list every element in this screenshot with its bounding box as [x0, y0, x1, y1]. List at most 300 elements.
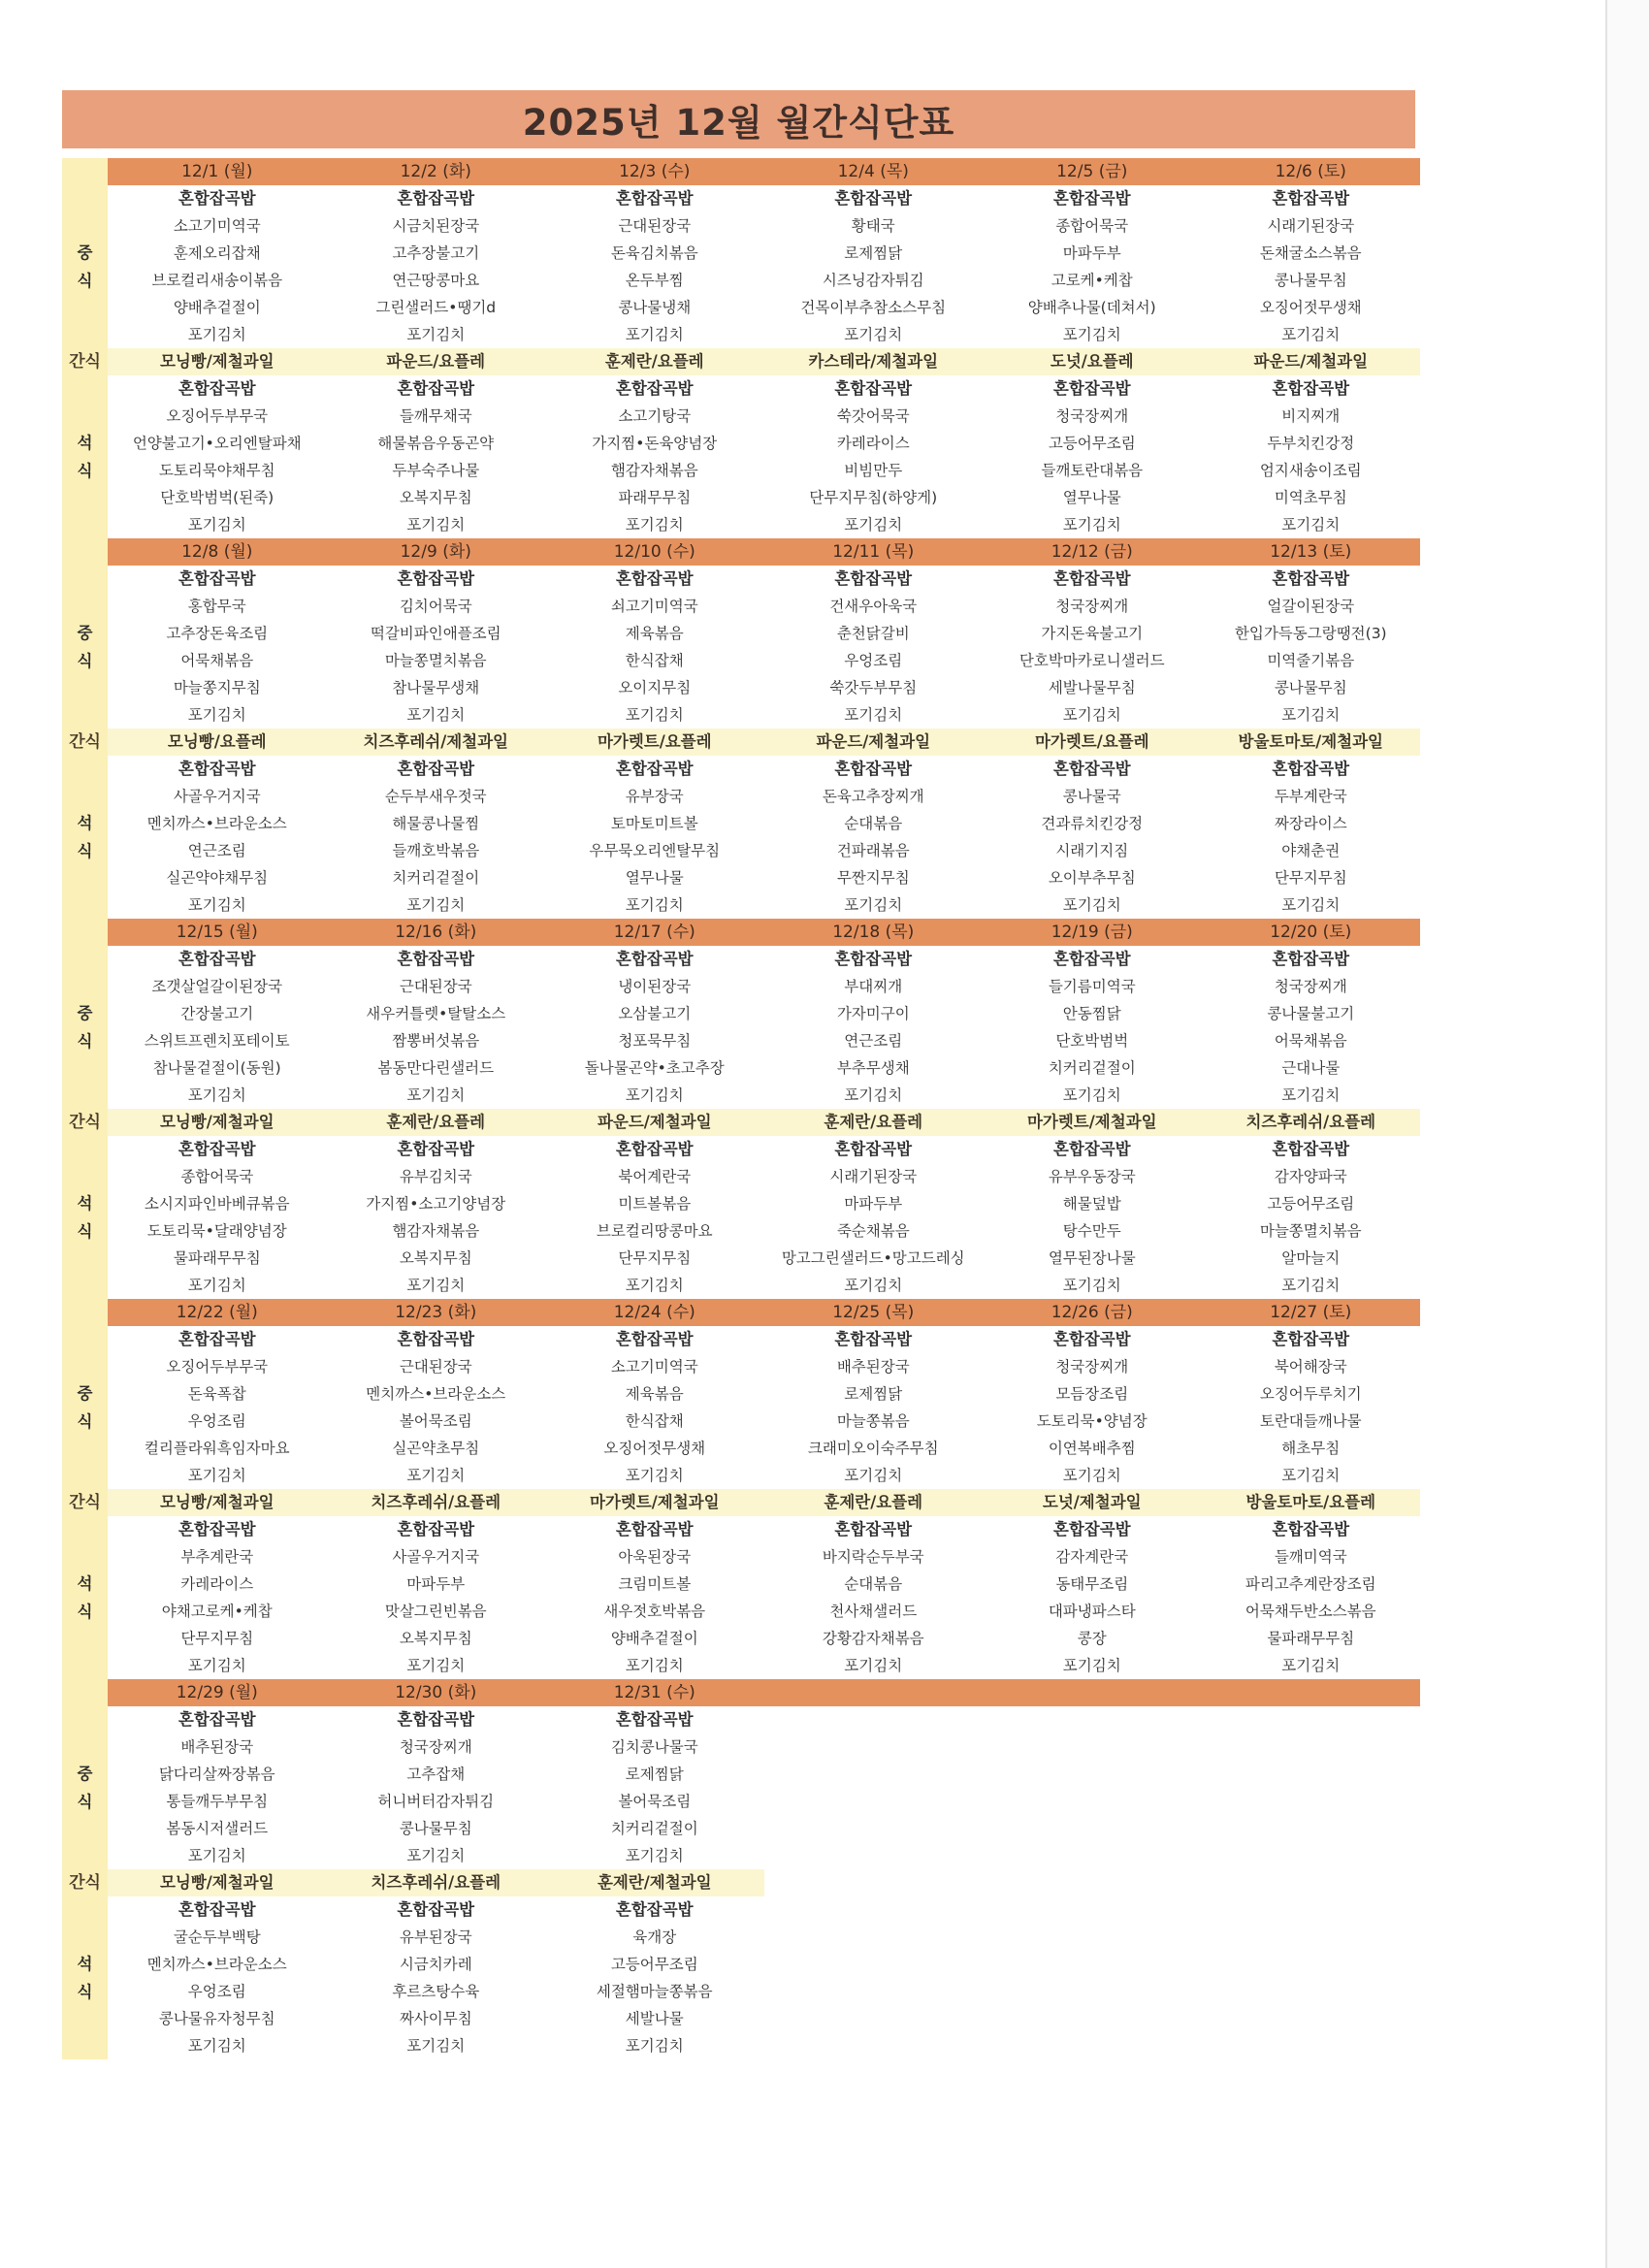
lunch-item: 부대찌개: [844, 978, 903, 995]
dinner-item: 동태무조림: [1055, 1575, 1129, 1593]
date-header: [1202, 1679, 1421, 1706]
lunch-item: 냉이된장국: [618, 978, 692, 995]
dinner-item: 포기김치: [1281, 1657, 1341, 1674]
lunch-item: 포기김치: [625, 326, 684, 343]
dinner-item: 건파래볶음: [836, 842, 910, 859]
dinner-item: 열무된장나물: [1048, 1249, 1136, 1267]
dinner-item: 혼합잡곡밥: [834, 760, 913, 778]
dinner-item: 굴순두부백탕: [173, 1928, 261, 1946]
dinner-item: 포기김치: [625, 1657, 684, 1674]
dinner-item: 포기김치: [406, 516, 466, 534]
dinner-item: 열무나물: [1062, 489, 1121, 506]
dinner-item: 탕수만두: [1062, 1222, 1121, 1240]
lunch-item: 황태국: [851, 217, 895, 235]
dinner-item: 우무묵오리엔탈무침: [589, 842, 721, 859]
dinner-row: [62, 1571, 1420, 1598]
lunch-item: 포기김치: [844, 326, 903, 343]
dinner-item: 마파두부: [406, 1575, 466, 1593]
dinner-row: [62, 756, 1420, 783]
lunch-row: [62, 1788, 1420, 1815]
dinner-item: 도토리묵야채무침: [158, 462, 275, 479]
dinner-item: 유부된장국: [399, 1928, 472, 1946]
lunch-item: 간장불고기: [180, 1005, 254, 1022]
lunch-item: 치커리겉절이: [610, 1820, 698, 1837]
lunch-item: 쑥갓두부무침: [829, 679, 918, 697]
snack-item: 파운드/요플레: [327, 348, 546, 375]
label-spacer: [62, 538, 108, 566]
dinner-item: 혼합잡곡밥: [397, 379, 475, 398]
lunch-item: 오징어두부무국: [166, 1358, 269, 1376]
dinner-row: [62, 1951, 1420, 1978]
dinner-item: 가지찜•소고기양념장: [366, 1195, 506, 1213]
lunch-item: 배추된장국: [180, 1738, 254, 1756]
lunch-item: 가자미구이: [836, 1005, 910, 1022]
dinner-item: 두부치킨강정: [1267, 435, 1355, 452]
snack-item: 모닝빵/요플레: [108, 729, 327, 756]
dinner-label-text: 석 식: [77, 814, 93, 860]
snack-row: [62, 1869, 1420, 1896]
lunch-item: 세발나물무침: [1048, 679, 1136, 697]
lunch-row: [62, 267, 1420, 294]
dinner-item: 순대볶음: [844, 1575, 903, 1593]
lunch-item: 실곤약초무침: [392, 1440, 480, 1457]
date-header: 12/20 (토): [1202, 919, 1421, 946]
dinner-item: 포기김치: [844, 1657, 903, 1674]
lunch-item: 조갯살얼갈이된장국: [151, 978, 283, 995]
date-header: 12/17 (수): [545, 919, 764, 946]
lunch-item: 치커리겉절이: [1048, 1059, 1136, 1077]
dinner-item: 세절햄마늘쫑볶음: [596, 1983, 713, 2000]
snack-row: [62, 348, 1420, 375]
snack-item: [764, 1869, 984, 1896]
dinner-item: 두부숙주나물: [392, 462, 480, 479]
lunch-item: 콩나물무침: [1274, 272, 1347, 289]
dinner-item: 단무지무침: [180, 1630, 254, 1647]
dinner-item: 혼합잡곡밥: [178, 379, 256, 398]
lunch-item: 혼합잡곡밥: [615, 950, 694, 968]
date-header: 12/15 (월): [108, 919, 327, 946]
dinner-item: 순두부새우젓국: [384, 788, 487, 805]
lunch-item: 오삼불고기: [618, 1005, 692, 1022]
lunch-item: 포기김치: [187, 706, 246, 724]
lunch-item: 김치콩나물국: [610, 1738, 698, 1756]
lunch-row: [62, 1326, 1420, 1353]
dinner-row: [62, 457, 1420, 484]
lunch-item: 통들깨두부무침: [166, 1793, 269, 1810]
label-spacer: [62, 158, 108, 185]
dinner-item: 죽순채볶음: [836, 1222, 910, 1240]
date-header: 12/3 (수): [545, 158, 764, 185]
lunch-item: 고추장불고기: [392, 244, 480, 262]
lunch-row: [62, 321, 1420, 348]
dinner-row: [62, 1136, 1420, 1163]
dinner-item: 혼합잡곡밥: [397, 1140, 475, 1158]
lunch-item: 청국장찌개: [399, 1738, 472, 1756]
date-header: 12/31 (수): [545, 1679, 764, 1706]
dinner-item: 고등어무조림: [610, 1956, 698, 1973]
dinner-item: 단무지무침(하양게): [809, 489, 938, 506]
dinner-item: 들깨미역국: [1274, 1548, 1347, 1566]
dinner-label-text: 석 식: [77, 1194, 93, 1241]
dinner-item: 브로컬리땅콩마요: [596, 1222, 713, 1240]
lunch-item: [764, 1815, 984, 1842]
lunch-item: 볼어묵조림: [618, 1793, 692, 1810]
dinner-label: [62, 375, 108, 538]
lunch-item: 근대된장국: [399, 978, 472, 995]
dinner-row: [62, 1217, 1420, 1245]
dinner-item: [764, 1978, 984, 2005]
lunch-item: [764, 1842, 984, 1869]
lunch-item: 어묵채볶음: [1274, 1032, 1347, 1050]
lunch-item: 우엉조림: [844, 652, 903, 669]
dinner-row: [62, 1978, 1420, 2005]
lunch-label: [62, 566, 108, 729]
dinner-item: 대파냉파스타: [1048, 1603, 1136, 1620]
snack-row: [62, 1489, 1420, 1516]
lunch-label-text: 중 식: [77, 1384, 93, 1431]
dinner-item: 짜사이무침: [399, 2010, 472, 2027]
lunch-item: 토란대들깨나물: [1259, 1412, 1362, 1430]
lunch-label: [62, 1706, 108, 1869]
snack-item: 훈제란/요플레: [764, 1109, 984, 1136]
lunch-item: 청국장찌개: [1055, 598, 1129, 615]
dinner-item: 포기김치: [1281, 1277, 1341, 1294]
dinner-item: 혼합잡곡밥: [178, 760, 256, 778]
dinner-item: 포기김치: [406, 2037, 466, 2055]
dinner-item: 육개장: [632, 1928, 677, 1946]
dinner-item: 콩나물유자청무침: [158, 2010, 275, 2027]
lunch-item: [764, 1733, 984, 1761]
date-header: 12/19 (금): [983, 919, 1202, 946]
lunch-row: [62, 701, 1420, 729]
dinner-item: 포기김치: [844, 896, 903, 914]
lunch-item: 훈제오리잡채: [173, 244, 261, 262]
lunch-item: 짬뽕버섯볶음: [392, 1032, 480, 1050]
lunch-row: [62, 1462, 1420, 1489]
dinner-item: [1202, 1978, 1421, 2005]
lunch-item: 포기김치: [844, 1467, 903, 1484]
lunch-item: 들기름미역국: [1048, 978, 1136, 995]
dinner-row: [62, 375, 1420, 403]
dinner-item: 혼합잡곡밥: [615, 1900, 694, 1919]
lunch-item: 브로컬리새송이볶음: [151, 272, 283, 289]
dinner-item: 혼합잡곡밥: [1052, 760, 1131, 778]
dinner-item: 새우젓호박볶음: [603, 1603, 706, 1620]
title-banner: [62, 90, 1415, 148]
lunch-item: 콩나물무침: [399, 1820, 472, 1837]
dinner-item: 파리고추계란장조림: [1245, 1575, 1376, 1593]
dinner-item: 파래무무침: [618, 489, 692, 506]
dinner-item: [1202, 2032, 1421, 2059]
dinner-item: 쑥갓어묵국: [836, 407, 910, 425]
dinner-item: 혼합잡곡밥: [1272, 1520, 1350, 1539]
lunch-row: [62, 240, 1420, 267]
dinner-item: 포기김치: [187, 2037, 246, 2055]
snack-item: 마가렛트/요플레: [545, 729, 764, 756]
date-header: 12/5 (금): [983, 158, 1202, 185]
lunch-item: 배추된장국: [836, 1358, 910, 1376]
date-header: 12/29 (월): [108, 1679, 327, 1706]
lunch-item: 혼합잡곡밥: [1052, 950, 1131, 968]
dinner-item: 포기김치: [406, 1277, 466, 1294]
menu-table: [62, 158, 1420, 2059]
dinner-label-text: 석 식: [77, 1955, 93, 2001]
dinner-label: [62, 1136, 108, 1299]
lunch-item: 떡갈비파인애플조림: [370, 625, 501, 642]
dinner-row: [62, 1924, 1420, 1951]
dinner-item: [764, 2005, 984, 2032]
lunch-item: 스위트프렌치포테이토: [144, 1032, 290, 1050]
snack-item: [983, 1869, 1202, 1896]
lunch-item: 부추무생채: [836, 1059, 910, 1077]
lunch-item: 허니버터감자튀김: [377, 1793, 495, 1810]
lunch-item: 혼합잡곡밥: [834, 950, 913, 968]
lunch-item: 포기김치: [187, 1086, 246, 1104]
dinner-row: [62, 511, 1420, 538]
dinner-item: 해물콩나물찜: [392, 815, 480, 832]
dinner-row: [62, 864, 1420, 891]
dinner-item: 후르츠탕수육: [392, 1983, 480, 2000]
dinner-item: 천사채샐러드: [829, 1603, 918, 1620]
dinner-item: 포기김치: [1062, 516, 1121, 534]
dinner-item: [1202, 1951, 1421, 1978]
dinner-row: [62, 1543, 1420, 1571]
lunch-row: [62, 593, 1420, 620]
snack-item: 모닝빵/제철과일: [108, 1489, 327, 1516]
lunch-row: [62, 1000, 1420, 1027]
lunch-item: [764, 1788, 984, 1815]
lunch-row: [62, 1842, 1420, 1869]
dinner-item: 포기김치: [844, 1277, 903, 1294]
lunch-item: 혼합잡곡밥: [1052, 1330, 1131, 1348]
dinner-item: 혼합잡곡밥: [834, 379, 913, 398]
lunch-item: 로제찜닭: [844, 1385, 903, 1403]
lunch-row: [62, 1706, 1420, 1733]
dinner-item: 혼합잡곡밥: [1052, 1140, 1131, 1158]
lunch-item: 홍합무국: [187, 598, 246, 615]
dinner-item: 두부계란국: [1274, 788, 1347, 805]
dinner-item: 시래기된장국: [829, 1168, 918, 1185]
lunch-item: 혼합잡곡밥: [1272, 189, 1350, 208]
date-header: 12/23 (화): [327, 1299, 546, 1326]
lunch-label: [62, 946, 108, 1109]
lunch-item: 혼합잡곡밥: [1272, 569, 1350, 588]
lunch-item: 한입가득동그랑땡전(3): [1234, 625, 1387, 642]
snack-item: [1202, 1869, 1421, 1896]
lunch-row: [62, 1054, 1420, 1082]
dinner-item: 양배추겉절이: [610, 1630, 698, 1647]
snack-item: 훈제란/요플레: [327, 1109, 546, 1136]
dinner-item: [764, 2032, 984, 2059]
lunch-item: 미역줄기볶음: [1267, 652, 1355, 669]
dinner-item: 강황감자채볶음: [822, 1630, 924, 1647]
snack-item: 훈제란/요플레: [764, 1489, 984, 1516]
lunch-item: 시래기된장국: [1267, 217, 1355, 235]
lunch-item: [1202, 1733, 1421, 1761]
dinner-item: 혼합잡곡밥: [1052, 1520, 1131, 1539]
dinner-item: 맛살그린빈볶음: [384, 1603, 487, 1620]
snack-item: 치즈후레쉬/요플레: [327, 1869, 546, 1896]
dinner-item: 포기김치: [1281, 896, 1341, 914]
snack-item: 훈제란/제철과일: [545, 1869, 764, 1896]
lunch-item: 콩나물불고기: [1267, 1005, 1355, 1022]
snack-item: 파운드/제철과일: [764, 729, 984, 756]
dinner-item: 사골우거지국: [173, 788, 261, 805]
dinner-row: [62, 2032, 1420, 2059]
dinner-item: [1202, 1896, 1421, 1924]
lunch-item: 우엉조림: [187, 1412, 246, 1430]
lunch-item: 혼합잡곡밥: [178, 1330, 256, 1348]
dinner-item: [983, 2032, 1202, 2059]
lunch-item: 오징어두루치기: [1259, 1385, 1362, 1403]
lunch-item: [764, 1706, 984, 1733]
lunch-row: [62, 185, 1420, 212]
dinner-item: 비지찌개: [1281, 407, 1341, 425]
lunch-row: [62, 1761, 1420, 1788]
dinner-item: 어묵채두반소스볶음: [1245, 1603, 1376, 1620]
dinner-row: [62, 1516, 1420, 1543]
lunch-label: [62, 1326, 108, 1489]
dinner-item: 세발나물: [625, 2010, 684, 2027]
lunch-item: 혼합잡곡밥: [615, 1330, 694, 1348]
lunch-item: 볼어묵조림: [399, 1412, 472, 1430]
dinner-item: 고등어무조림: [1267, 1195, 1355, 1213]
dinner-item: 오복지무침: [399, 1249, 472, 1267]
lunch-item: 멘치까스•브라운소스: [366, 1385, 506, 1403]
dinner-item: [983, 1924, 1202, 1951]
dinner-label-text: 석 식: [77, 1574, 93, 1621]
dinner-item: 돈육고추장찌개: [822, 788, 924, 805]
lunch-item: 포기김치: [406, 1847, 466, 1864]
lunch-row: [62, 1380, 1420, 1408]
lunch-item: 소고기미역국: [610, 1358, 698, 1376]
lunch-item: 모듬장조림: [1055, 1385, 1129, 1403]
lunch-item: 혼합잡곡밥: [834, 1330, 913, 1348]
dinner-row: [62, 1896, 1420, 1924]
dinner-item: 포기김치: [625, 2037, 684, 2055]
dinner-row: [62, 1625, 1420, 1652]
lunch-item: 종합어묵국: [1055, 217, 1129, 235]
date-header: [764, 1679, 984, 1706]
date-header: 12/4 (목): [764, 158, 984, 185]
lunch-item: [983, 1815, 1202, 1842]
lunch-row: [62, 1082, 1420, 1109]
dinner-item: 혼합잡곡밥: [615, 1140, 694, 1158]
dinner-item: 혼합잡곡밥: [615, 1520, 694, 1539]
lunch-item: 포기김치: [1281, 1086, 1341, 1104]
dinner-row: [62, 1598, 1420, 1625]
date-header: 12/1 (월): [108, 158, 327, 185]
lunch-item: 봄동시저샐러드: [166, 1820, 269, 1837]
lunch-item: 포기김치: [406, 1467, 466, 1484]
lunch-item: 돌나물곤약•초고추장: [584, 1059, 725, 1077]
lunch-item: 제육볶음: [625, 625, 684, 642]
dinner-item: 혼합잡곡밥: [397, 760, 475, 778]
lunch-item: 오징어젓무생채: [1259, 299, 1362, 316]
dinner-item: 연근조림: [187, 842, 246, 859]
lunch-item: 근대된장국: [618, 217, 692, 235]
lunch-item: 봄동만다린샐러드: [377, 1059, 495, 1077]
lunch-item: 혼합잡곡밥: [178, 1710, 256, 1729]
date-header: 12/12 (금): [983, 538, 1202, 566]
date-header: [983, 1679, 1202, 1706]
dinner-row: [62, 1163, 1420, 1190]
dinner-item: 햄감자채볶음: [392, 1222, 480, 1240]
snack-item: 치즈후레쉬/제철과일: [327, 729, 546, 756]
lunch-item: 혼합잡곡밥: [178, 950, 256, 968]
dinner-item: 포기김치: [1062, 1277, 1121, 1294]
dinner-row: [62, 484, 1420, 511]
lunch-item: 포기김치: [625, 1467, 684, 1484]
snack-item: 마가렛트/제철과일: [983, 1109, 1202, 1136]
snack-item: 모닝빵/제철과일: [108, 1109, 327, 1136]
dinner-label: [62, 756, 108, 919]
lunch-item: 한식잡채: [625, 652, 684, 669]
lunch-item: 포기김치: [406, 706, 466, 724]
dinner-item: 시금치카레: [399, 1956, 472, 1973]
lunch-item: 청국장찌개: [1274, 978, 1347, 995]
lunch-row: [62, 1435, 1420, 1462]
dinner-item: 유부장국: [625, 788, 684, 805]
lunch-item: 시즈닝감자튀김: [822, 272, 924, 289]
lunch-item: 포기김치: [1062, 1467, 1121, 1484]
label-spacer: [62, 1299, 108, 1326]
snack-label: 간식: [62, 729, 108, 756]
dinner-item: [983, 1896, 1202, 1924]
dinner-item: [983, 1951, 1202, 1978]
lunch-item: [1202, 1788, 1421, 1815]
lunch-item: 오이지무침: [618, 679, 692, 697]
dinner-item: 혼합잡곡밥: [397, 1520, 475, 1539]
lunch-row: [62, 566, 1420, 593]
lunch-item: 포기김치: [1062, 1086, 1121, 1104]
scan-edge: [1605, 0, 1649, 2268]
dinner-item: [764, 1896, 984, 1924]
lunch-row: [62, 946, 1420, 973]
lunch-row: [62, 1815, 1420, 1842]
snack-item: 마가렛트/요플레: [983, 729, 1202, 756]
dinner-item: 포기김치: [844, 516, 903, 534]
dinner-item: 야채춘권: [1281, 842, 1341, 859]
lunch-label-text: 중 식: [77, 243, 93, 290]
lunch-item: 연근땅콩마요: [392, 272, 480, 289]
dinner-item: 소고기탕국: [618, 407, 692, 425]
dinner-item: 혼합잡곡밥: [178, 1900, 256, 1919]
dinner-item: 오이부추무침: [1048, 869, 1136, 887]
dinner-row: [62, 837, 1420, 864]
dinner-item: 단무지무침: [618, 1249, 692, 1267]
dinner-item: 고등어무조림: [1048, 435, 1136, 452]
dinner-item: 언양불고기•오리엔탈파채: [132, 435, 302, 452]
date-header: 12/25 (목): [764, 1299, 984, 1326]
snack-item: 카스테라/제철과일: [764, 348, 984, 375]
lunch-row: [62, 647, 1420, 674]
lunch-item: 포기김치: [1062, 706, 1121, 724]
lunch-item: 고추장돈육조림: [166, 625, 269, 642]
lunch-item: 한식잡채: [625, 1412, 684, 1430]
dinner-item: 물파래무무침: [1267, 1630, 1355, 1647]
dinner-item: 포기김치: [187, 1657, 246, 1674]
dinner-item: 마늘쫑멸치볶음: [1259, 1222, 1362, 1240]
lunch-row: [62, 1027, 1420, 1054]
lunch-item: 포기김치: [187, 326, 246, 343]
dinner-item: 소시지파인바베큐볶음: [144, 1195, 290, 1213]
dinner-item: 망고그린샐러드•망고드레싱: [781, 1249, 965, 1267]
lunch-item: 혼합잡곡밥: [615, 189, 694, 208]
lunch-item: 가지돈육불고기: [1041, 625, 1144, 642]
dinner-item: 포기김치: [406, 896, 466, 914]
lunch-item: 혼합잡곡밥: [397, 1710, 475, 1729]
